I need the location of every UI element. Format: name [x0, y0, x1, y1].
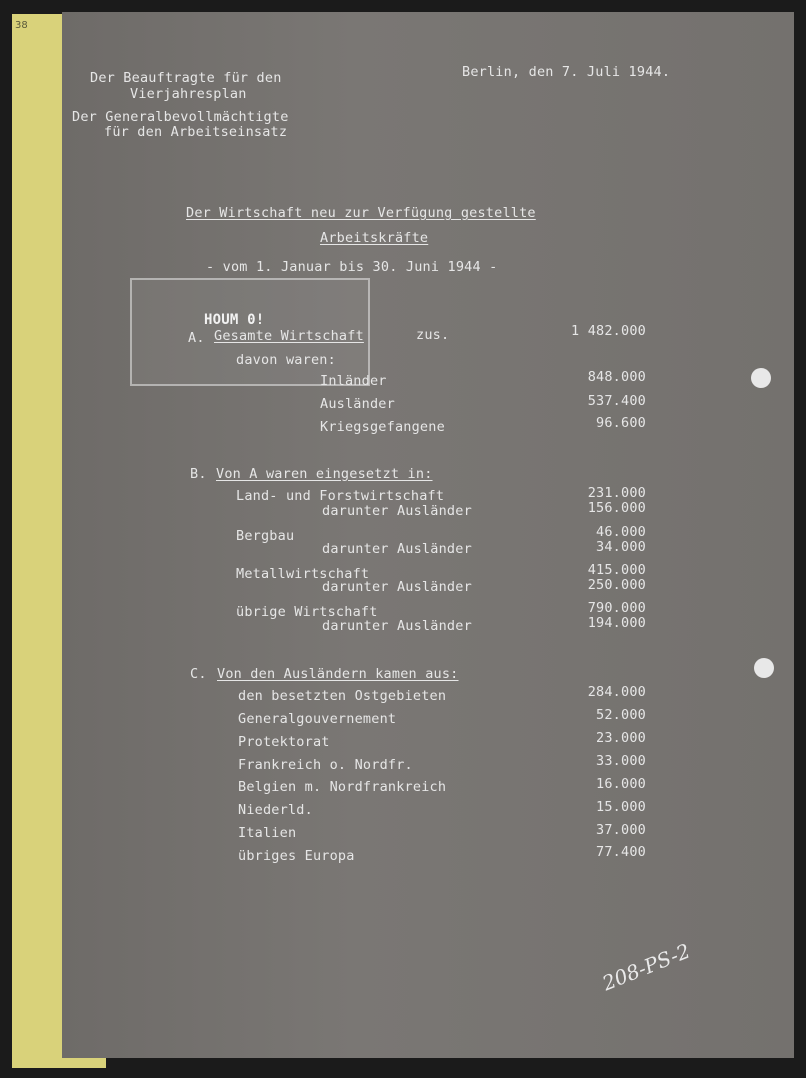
section-c-row-value: 33.000 [596, 753, 646, 769]
section-b-sub-label: darunter Ausländer [322, 618, 472, 634]
section-c-row-label: Belgien m. Nordfrankreich [238, 779, 447, 795]
section-a-subheading: davon waren: [236, 352, 336, 368]
section-c-row-label: Frankreich o. Nordfr. [238, 757, 413, 773]
archive-number: 38 [15, 20, 28, 31]
handwritten-reference: 208-PS-2 [598, 938, 694, 996]
place-date: Berlin, den 7. Juli 1944. [462, 64, 671, 80]
section-c-label: C. [190, 666, 207, 682]
section-b-sub-value: 156.000 [587, 500, 646, 516]
section-c-row-value: 284.000 [587, 684, 646, 700]
section-c-row-value: 52.000 [596, 707, 646, 723]
section-c-heading: Von den Ausländern kamen aus: [217, 666, 459, 682]
title-line-2: Arbeitskräfte [320, 230, 429, 246]
section-a-total: 1 482.000 [571, 323, 646, 339]
section-c-row-label: übriges Europa [238, 848, 355, 864]
issuer-line-1: Der Beauftragte für den [90, 70, 282, 86]
section-b-sub-label: darunter Ausländer [322, 579, 472, 595]
section-b-group-label: übrige Wirtschaft [236, 604, 378, 620]
section-c-row-label: Niederld. [238, 802, 313, 818]
section-a-suffix: zus. [416, 327, 450, 343]
section-a-row-value: 96.600 [596, 415, 646, 431]
section-b-group-label: Metallwirtschaft [236, 566, 370, 582]
section-c-row-label: den besetzten Ostgebieten [238, 688, 447, 704]
section-b-group-value: 46.000 [596, 524, 646, 540]
section-c-row-value: 77.400 [596, 844, 646, 860]
stamp-text: HOUM 0! [204, 312, 265, 328]
section-a-row-label: Kriegsgefangene [320, 419, 445, 435]
document-page [62, 12, 794, 1058]
title-period: - vom 1. Januar bis 30. Juni 1944 - [206, 259, 498, 275]
section-b-sub-value: 250.000 [587, 577, 646, 593]
section-a-row-label: Ausländer [320, 396, 395, 412]
section-b-sub-value: 194.000 [587, 615, 646, 631]
section-b-group-label: Bergbau [236, 528, 295, 544]
section-c-row-label: Generalgouvernement [238, 711, 397, 727]
section-c-row-value: 37.000 [596, 822, 646, 838]
punch-hole [751, 368, 771, 388]
section-c-row-value: 16.000 [596, 776, 646, 792]
section-a-heading: Gesamte Wirtschaft [214, 328, 364, 344]
section-b-group-value: 231.000 [587, 485, 646, 501]
section-b-sub-label: darunter Ausländer [322, 541, 472, 557]
section-a-label: A. [188, 330, 205, 346]
section-b-group-value: 415.000 [587, 562, 646, 578]
punch-hole [754, 658, 774, 678]
section-a-row-value: 848.000 [587, 369, 646, 385]
issuer-line-4: für den Arbeitseinsatz [104, 124, 288, 140]
section-c-row-value: 15.000 [596, 799, 646, 815]
section-b-sub-label: darunter Ausländer [322, 503, 472, 519]
section-a-row-value: 537.400 [587, 393, 646, 409]
title-line-1: Der Wirtschaft neu zur Verfügung gestellte [186, 205, 536, 221]
issuer-line-2: Vierjahresplan [130, 86, 247, 102]
section-c-row-label: Protektorat [238, 734, 330, 750]
section-b-sub-value: 34.000 [596, 539, 646, 555]
section-c-row-value: 23.000 [596, 730, 646, 746]
section-b-heading: Von A waren eingesetzt in: [216, 466, 433, 482]
issuer-line-3: Der Generalbevollmächtigte [72, 109, 289, 125]
section-c-row-label: Italien [238, 825, 297, 841]
section-b-group-value: 790.000 [587, 600, 646, 616]
section-b-label: B. [190, 466, 207, 482]
section-a-row-label: Inländer [320, 373, 387, 389]
section-b-group-label: Land- und Forstwirtschaft [236, 488, 445, 504]
